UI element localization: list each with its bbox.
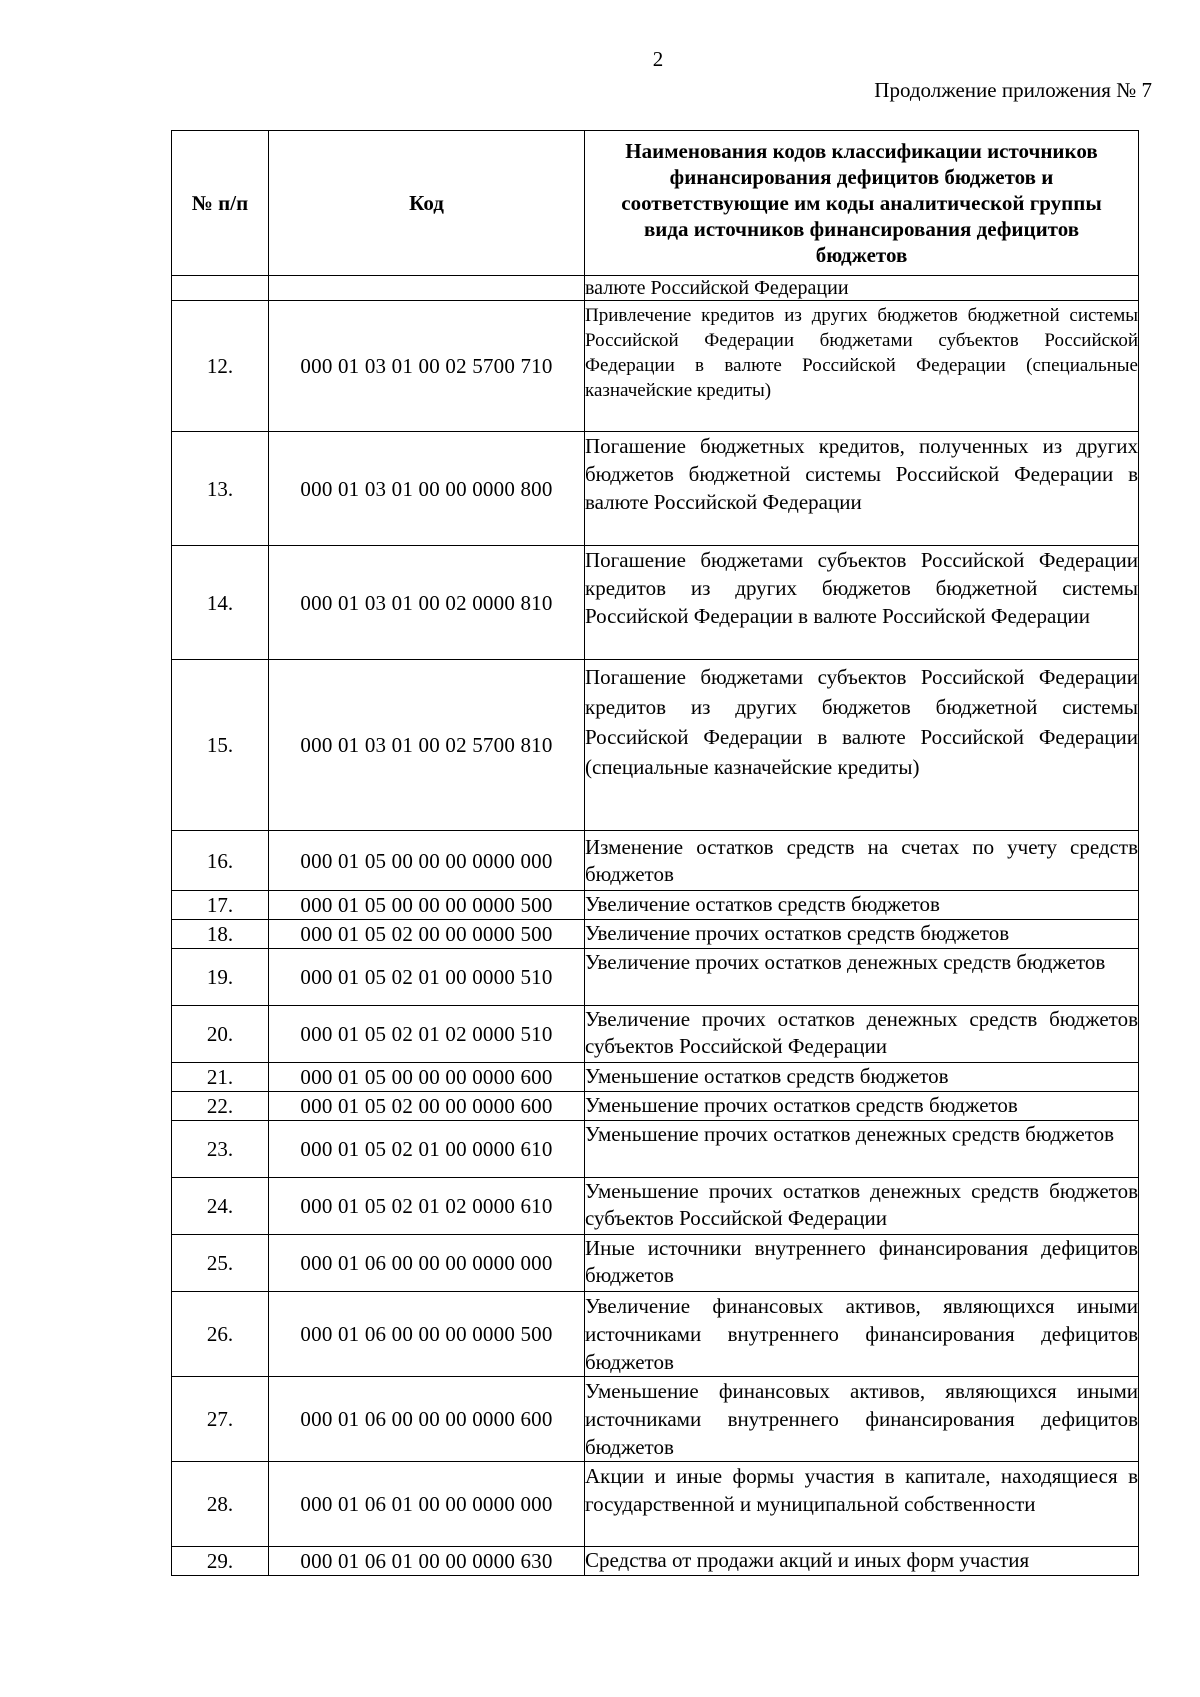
table-row <box>172 1121 1139 1178</box>
row-code: 000 01 05 02 01 02 0000 610 <box>269 1178 585 1235</box>
row-name: Увеличение прочих остатков денежных средств бюджетов субъектов Российской Федерации <box>585 1006 1139 1063</box>
row-number: 22. <box>172 1092 269 1121</box>
row-code: 000 01 06 00 00 00 0000 000 <box>269 1235 585 1292</box>
table-row <box>172 301 1139 432</box>
row-number: 17. <box>172 891 269 920</box>
row-number <box>172 276 269 301</box>
row-name: Уменьшение прочих остатков денежных средств бюджетов субъектов Российской Федерации <box>585 1178 1139 1235</box>
table-row <box>172 1006 1139 1063</box>
row-number: 20. <box>172 1006 269 1063</box>
row-name: Привлечение кредитов из других бюджетов бюджетной системы Российской Федерации бюджетами субъектов Российской Федерации в валюте Российской Федерации (специальные казначейские кредиты) <box>585 301 1139 432</box>
row-code: 000 01 05 02 00 00 0000 500 <box>269 920 585 949</box>
row-code: 000 01 05 02 01 02 0000 510 <box>269 1006 585 1063</box>
row-code: 000 01 05 02 01 00 0000 510 <box>269 949 585 1006</box>
row-name: Акции и иные формы участия в капитале, находящиеся в государственной и муниципальной собственности <box>585 1462 1139 1547</box>
row-code: 000 01 05 02 00 00 0000 600 <box>269 1092 585 1121</box>
row-code: 000 01 06 00 00 00 0000 500 <box>269 1292 585 1377</box>
row-name: Уменьшение финансовых активов, являющихся иными источниками внутреннего финансирования дефицитов бюджетов <box>585 1377 1139 1462</box>
row-number: 29. <box>172 1547 269 1576</box>
table-row <box>172 920 1139 949</box>
row-number: 23. <box>172 1121 269 1178</box>
table-row <box>172 1292 1139 1377</box>
row-code: 000 01 06 00 00 00 0000 600 <box>269 1377 585 1462</box>
table-row <box>172 546 1139 660</box>
header-code: Код <box>269 131 585 276</box>
row-number: 25. <box>172 1235 269 1292</box>
row-code: 000 01 05 02 01 00 0000 610 <box>269 1121 585 1178</box>
row-name: Изменение остатков средств на счетах по учету средств бюджетов <box>585 831 1139 891</box>
table-header-row <box>172 131 1139 276</box>
appendix-continuation-label: Продолжение приложения № 7 <box>874 78 1152 102</box>
row-name: Погашение бюджетами субъектов Российской Федерации кредитов из других бюджетов бюджетной системы Российской Федерации в валюте Российской Федерации (специальные казначейские кредиты) <box>585 660 1139 831</box>
row-name: Уменьшение остатков средств бюджетов <box>585 1063 1139 1092</box>
row-code <box>269 276 585 301</box>
header-number: № п/п <box>172 131 269 276</box>
row-name: Средства от продажи акций и иных форм участия <box>585 1547 1139 1576</box>
row-name: Увеличение остатков средств бюджетов <box>585 891 1139 920</box>
row-name: Увеличение финансовых активов, являющихся иными источниками внутреннего финансирования дефицитов бюджетов <box>585 1292 1139 1377</box>
table-row <box>172 1235 1139 1292</box>
row-name: Уменьшение прочих остатков денежных средств бюджетов <box>585 1121 1139 1178</box>
header-name: Наименования кодов классификации источников финансирования дефицитов бюджетов и соответствующие им коды аналитической группы вида источников финансирования дефицитов бюджетов <box>585 131 1139 276</box>
row-code: 000 01 03 01 00 00 0000 800 <box>269 432 585 546</box>
table-row <box>172 660 1139 831</box>
classification-codes-table <box>171 130 1139 1576</box>
table-row <box>172 949 1139 1006</box>
table-row <box>172 1462 1139 1547</box>
row-code: 000 01 03 01 00 02 5700 810 <box>269 660 585 831</box>
row-code: 000 01 06 01 00 00 0000 630 <box>269 1547 585 1576</box>
row-number: 12. <box>172 301 269 432</box>
table-row <box>172 1178 1139 1235</box>
table-row <box>172 1377 1139 1462</box>
table-row <box>172 1063 1139 1092</box>
table-row <box>172 891 1139 920</box>
table-row <box>172 1092 1139 1121</box>
row-number: 13. <box>172 432 269 546</box>
row-number: 28. <box>172 1462 269 1547</box>
row-code: 000 01 05 00 00 00 0000 500 <box>269 891 585 920</box>
table-row <box>172 831 1139 891</box>
row-code: 000 01 03 01 00 02 0000 810 <box>269 546 585 660</box>
table-row <box>172 1547 1139 1576</box>
row-name: Иные источники внутреннего финансирования дефицитов бюджетов <box>585 1235 1139 1292</box>
page-number: 2 <box>652 47 664 71</box>
table-row <box>172 276 1139 301</box>
row-name: Уменьшение прочих остатков средств бюджетов <box>585 1092 1139 1121</box>
row-number: 16. <box>172 831 269 891</box>
row-number: 19. <box>172 949 269 1006</box>
row-name: Погашение бюджетами субъектов Российской Федерации кредитов из других бюджетов бюджетной системы Российской Федерации в валюте Российской Федерации <box>585 546 1139 660</box>
row-name: Увеличение прочих остатков денежных средств бюджетов <box>585 949 1139 1006</box>
row-number: 27. <box>172 1377 269 1462</box>
row-number: 26. <box>172 1292 269 1377</box>
row-number: 24. <box>172 1178 269 1235</box>
row-code: 000 01 03 01 00 02 5700 710 <box>269 301 585 432</box>
row-name: Увеличение прочих остатков средств бюджетов <box>585 920 1139 949</box>
row-number: 21. <box>172 1063 269 1092</box>
row-code: 000 01 05 00 00 00 0000 600 <box>269 1063 585 1092</box>
row-name: Погашение бюджетных кредитов, полученных из других бюджетов бюджетной системы Российской Федерации в валюте Российской Федерации <box>585 432 1139 546</box>
row-code: 000 01 05 00 00 00 0000 000 <box>269 831 585 891</box>
row-name: валюте Российской Федерации <box>585 276 1139 301</box>
row-number: 18. <box>172 920 269 949</box>
row-number: 15. <box>172 660 269 831</box>
row-number: 14. <box>172 546 269 660</box>
row-code: 000 01 06 01 00 00 0000 000 <box>269 1462 585 1547</box>
table-row <box>172 432 1139 546</box>
